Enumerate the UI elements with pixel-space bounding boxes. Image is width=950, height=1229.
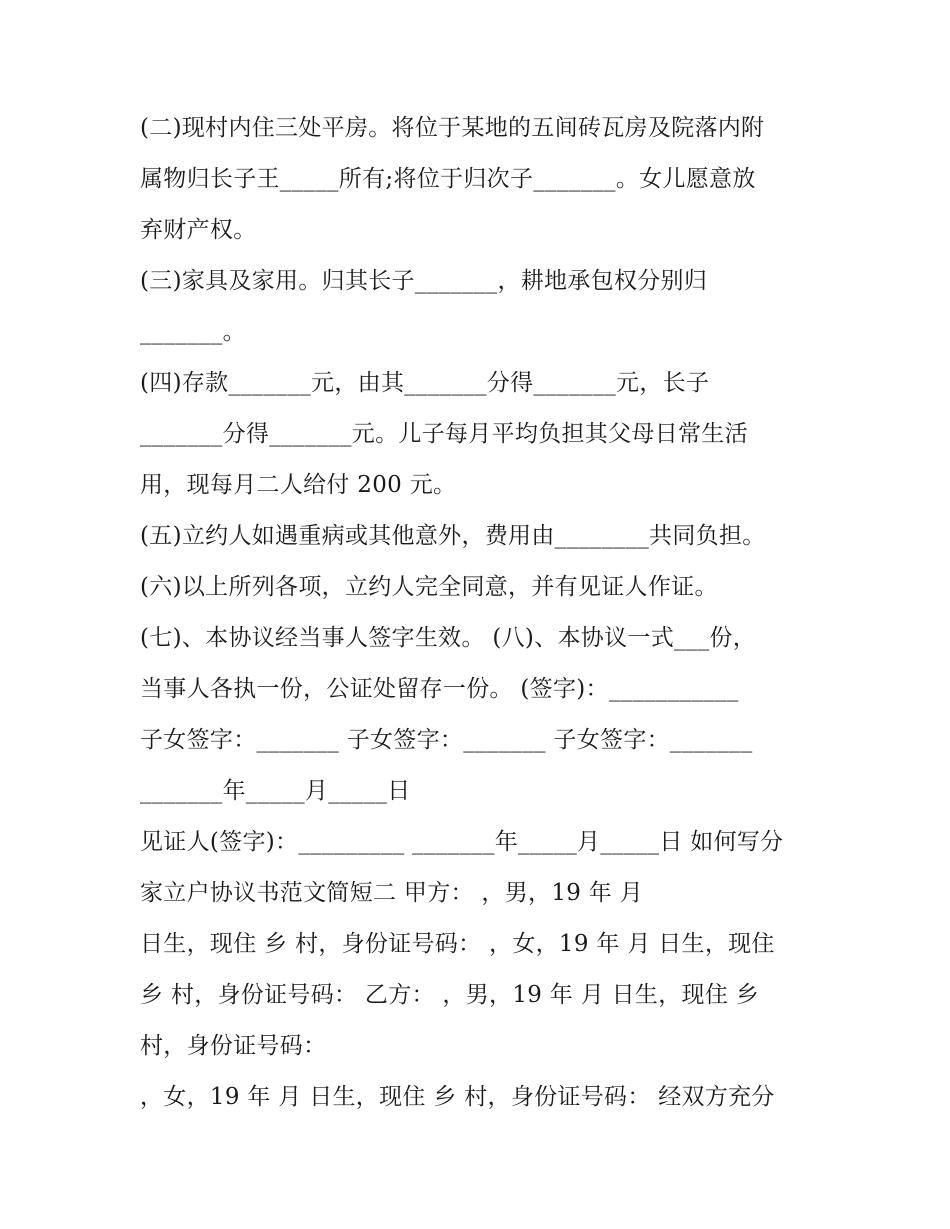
text-line: 家立户协议书范文简短二 甲方： ，男，19 年 月 [140, 880, 644, 906]
text-line: (四)存款_______元，由其_______分得_______元，长子 [140, 370, 710, 396]
text-line: (二)现村内住三处平房。将位于某地的五间砖瓦房及院落内附 [140, 115, 765, 141]
text-line: 用，现每月二人给付 200 元。 [140, 472, 457, 498]
text-line: 子女签字：_______ 子女签字：_______ 子女签字：_______ [140, 727, 753, 753]
text-line: 乡 村，身份证号码： 乙方： ，男，19 年 月 日生，现住 乡 [140, 982, 760, 1008]
text-line: 见证人(签字)：_________ _______年_____月_____日 如何写分 [140, 829, 784, 855]
text-line: 属物归长子王_____所有;将位于归次子_______。女儿愿意放 [140, 166, 756, 192]
text-line: 弃财产权。 [140, 217, 257, 243]
document-page [140, 103, 840, 1123]
text-line: ，女，19 年 月 日生，现住 乡 村，身份证号码： 经双方充分 [140, 1084, 775, 1110]
text-line: 当事人各执一份，公证处留存一份。 (签字)：___________ [140, 676, 739, 702]
text-line: 村，身份证号码： [140, 1033, 327, 1059]
text-line: _______分得_______元。儿子每月平均负担其父母日常生活 [140, 421, 748, 447]
text-line: _______年_____月_____日 [140, 778, 411, 804]
text-line: (七)、本协议经当事人签字生效。 (八)、本协议一式___份， [140, 625, 757, 651]
text-line: (六)以上所列各项，立约人完全同意，并有见证人作证。 [140, 574, 718, 600]
text-line: (五)立约人如遇重病或其他意外，费用由________共同负担。 [140, 523, 766, 549]
text-line: 日生，现住 乡 村，身份证号码： ，女，19 年 月 日生，现住 [140, 931, 775, 957]
text-line: (三)家具及家用。归其长子_______，耕地承包权分别归 [140, 268, 708, 294]
text-line: _______。 [140, 319, 246, 345]
